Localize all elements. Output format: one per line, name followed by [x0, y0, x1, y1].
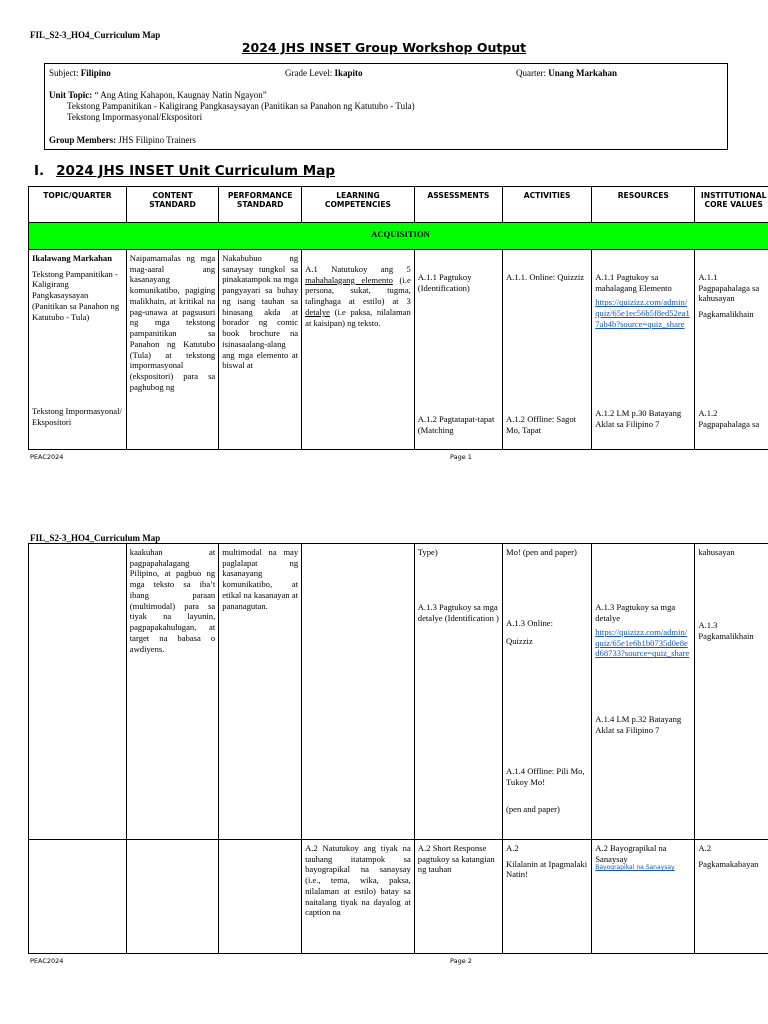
core-values-cell [695, 250, 768, 450]
document-title: 2024 JHS INSET Group Workshop Output [241, 40, 527, 55]
performance-standard-cell [219, 840, 302, 954]
table-header-row [29, 187, 768, 223]
resource-item: A.1.2 LM p.30 Batayang Aklat sa Filipino 7 [595, 408, 682, 429]
topic-text-2: Tekstong Impormasyonal/ Ekspositori [32, 406, 122, 427]
quarter-label: Quarter: [516, 68, 546, 78]
assessment-item: A.1.3 Pagtukoy sa mga detalye (Identification ) [417, 602, 499, 623]
table-row [29, 250, 768, 450]
topic-cell [29, 250, 127, 450]
activity-item: A.2 [505, 843, 519, 853]
learning-competency-cell [302, 544, 415, 840]
grade-field [285, 68, 363, 78]
table-row [29, 840, 768, 954]
activity-item: A.1.3 Online: [505, 618, 554, 628]
content-standard-cell [126, 840, 218, 954]
resource-cell [592, 840, 695, 954]
column-header: TOPIC/QUARTER [29, 187, 127, 223]
core-value-item: A.1.3 Pagkamalikhain [698, 620, 754, 641]
resource-cell [592, 250, 695, 450]
assessment-cell: A.2 Short Response pagtukoy sa katangian ng tauhan [414, 840, 502, 954]
assessment-cell [414, 250, 502, 450]
subject-value: Filipino [80, 68, 111, 78]
quarter-value: Unang Markahan [548, 68, 617, 78]
resource-cell [592, 544, 695, 840]
activity-item: A.1.1. Online: Quizziz [505, 272, 585, 282]
curriculum-map-table-page-2 [28, 543, 768, 954]
page-footer-number: Page 1 [450, 453, 472, 461]
activity-item: Kilalanin at Ipagmalaki Natin! [505, 858, 588, 880]
assessment-item: A.1.1 Pagtukoy (Identification) [417, 272, 472, 293]
assessment-cell [414, 544, 502, 840]
unit-topic-line-2: Tekstong Pampanitikan - Kaligirang Pangkasaysayan (Panitikan sa Panahon ng Katutubo - Tula) [67, 101, 415, 111]
core-values-cell [695, 840, 768, 954]
assessment-item: Type) [417, 547, 438, 557]
performance-standard-cell: Nakabubuo ng sanaysay tungkol sa pinakatampok na mga pangyayari sa buhay ng isang tauhan sa binasang akda at borador ng comic book brochure na isinasaalang-alang ang mga elemento at biswal at [219, 250, 302, 450]
competency-underlined-term: mahahalagang elemento [305, 274, 393, 285]
unit-topic-line-3: Tekstong Impormasyonal/Ekspositori [67, 112, 203, 122]
column-header: RESOURCES [592, 187, 695, 223]
group-members-value: JHS Filipino Trainers [118, 135, 196, 145]
resource-item: A.1.1 Pagtukoy sa mahalagang Elemento [595, 272, 672, 293]
activity-item: Quizziz [505, 636, 533, 646]
column-header: PERFORMANCE STANDARD [219, 187, 302, 223]
unit-topic-label: Unit Topic: [49, 90, 93, 100]
core-values-cell [695, 544, 768, 840]
curriculum-map-table-page-1 [28, 186, 768, 450]
content-standard-cell: kaakuhan at pagpapahalagang Pilipino, at pagbuo ng mga teksto sa iba’t ibang paraan (multimodal) para sa tiyak na layunin, pagpapakahulugan, at target na babasa o awdiyens. [126, 544, 218, 840]
group-members-label: Group Members: [49, 135, 117, 145]
core-value-item: A.1.2 Pagpapahalaga sa [698, 408, 760, 429]
competency-text: (i.e persona, sukat, tugma, talinghaga at estilo) at 3 [305, 274, 411, 307]
core-value-item: kahusayan [698, 547, 735, 557]
core-value-item: Pagkamalikhain [698, 309, 754, 320]
column-header: ASSESSMENTS [414, 187, 502, 223]
performance-standard-cell: multimodal na may paglalapat ng kasanayang komunikatibo, at etikal na kasanayan at pananagutan. [219, 544, 302, 840]
topic-quarter: Ikalawang Markahan [32, 253, 112, 263]
column-header: INSTITUTIONAL CORE VALUES [695, 187, 768, 223]
topic-text-1: Tekstong Pampanitikan - Kaligirang Pangkasaysayan (Panitikan sa Panahon ng Katutubo - Tula) [32, 268, 120, 322]
group-members-field [49, 135, 196, 145]
activity-item: Mo! (pen and paper) [505, 547, 577, 557]
unit-info-box [44, 63, 728, 150]
activity-item: (pen and paper) [505, 804, 560, 814]
core-value-item: A.2 [698, 843, 711, 853]
grade-label: Grade Level: [285, 68, 333, 78]
section-heading [34, 163, 335, 179]
resource-item: A.1.3 Pagtukoy sa mga detalye [595, 602, 676, 623]
table-row [29, 544, 768, 840]
resource-link[interactable]: Bayograpikal na Sanaysay [595, 864, 675, 872]
unit-topic-field [49, 90, 267, 100]
column-header: LEARNING COMPETENCIES [302, 187, 415, 223]
learning-competency-cell: A.2 Natutukoy ang tiyak na tauhang itatampok sa bayograpikal na sanaysay (i.e., tema, wika, paksa, nilalaman at estilo) batay sa naitalang tiyak na dayalog at caption na [302, 840, 415, 954]
document-code: FIL_S2-3_HO4_Curriculum Map [30, 30, 161, 40]
resource-item: A.2 Bayograpikal na Sanaysay [595, 843, 667, 864]
activity-cell [502, 544, 591, 840]
column-header: ACTIVITIES [502, 187, 591, 223]
activity-item: A.1.4 Offline: Pili Mo, Tukoy Mo! [505, 766, 585, 787]
competency-underlined-term: detalye [305, 306, 330, 317]
resource-link[interactable]: https://quizizz.com/admin/quiz/65e1ec56b5f8ed52ea17ab4b?source=quiz_share [595, 297, 690, 329]
page-footer-left: PEAC2024 [30, 957, 64, 965]
topic-cell [29, 840, 127, 954]
core-value-item: Pagkamakabayan [698, 858, 759, 869]
section-title: 2024 JHS INSET Unit Curriculum Map [56, 163, 335, 179]
competency-text: A.1 Natutukoy ang 5 [305, 264, 411, 274]
document-code: FIL_S2-3_HO4_Curriculum Map [30, 533, 161, 543]
resource-item: A.1.4 LM p.32 Batayang Aklat sa Filipino 7 [595, 714, 682, 735]
competency-text: (i.e paksa, nilalaman at kaisipan) ng teksto. [305, 306, 411, 328]
assessment-item: A.1.2 Pagtatapat-tapat (Matching [417, 414, 495, 435]
acquisition-row [29, 223, 768, 250]
section-number: I. [34, 163, 45, 179]
quarter-field [516, 68, 617, 78]
activity-cell [502, 250, 591, 450]
content-standard-cell: Naipamamalas ng mga mag-aaral ang kasanayang komunikatibo, pagiging malikhain, at kritikal na pag-unawa at pagsusuri ng mga tekstong pampanitikan sa Panahon ng Katutubo (Tula) at tekstong impormasyonal (ekspositori) para sa paghubog ng [126, 250, 218, 450]
topic-cell [29, 544, 127, 840]
learning-competency-cell [302, 250, 415, 450]
subject-field [49, 68, 111, 78]
activity-cell [502, 840, 591, 954]
resource-link[interactable]: https://quizizz.com/admin/quiz/65e1e6b1b0735d0e8ed68733?source=quiz_share [595, 627, 690, 659]
column-header: CONTENT STANDARD [126, 187, 218, 223]
activity-item: A.1.2 Offline: Sagot Mo, Tapat [505, 414, 577, 435]
core-value-item: A.1.1 Pagpapahalaga sa kahusayan [698, 272, 760, 304]
unit-topic-value: “ Ang Ating Kahapon, Kaugnay Natin Ngayon” [94, 90, 267, 100]
subject-label: Subject: [49, 68, 79, 78]
grade-value: Ikapito [334, 68, 363, 78]
page-footer-left: PEAC2024 [30, 453, 64, 461]
acquisition-label: ACQUISITION [29, 223, 768, 250]
page-footer-number: Page 2 [450, 957, 472, 965]
